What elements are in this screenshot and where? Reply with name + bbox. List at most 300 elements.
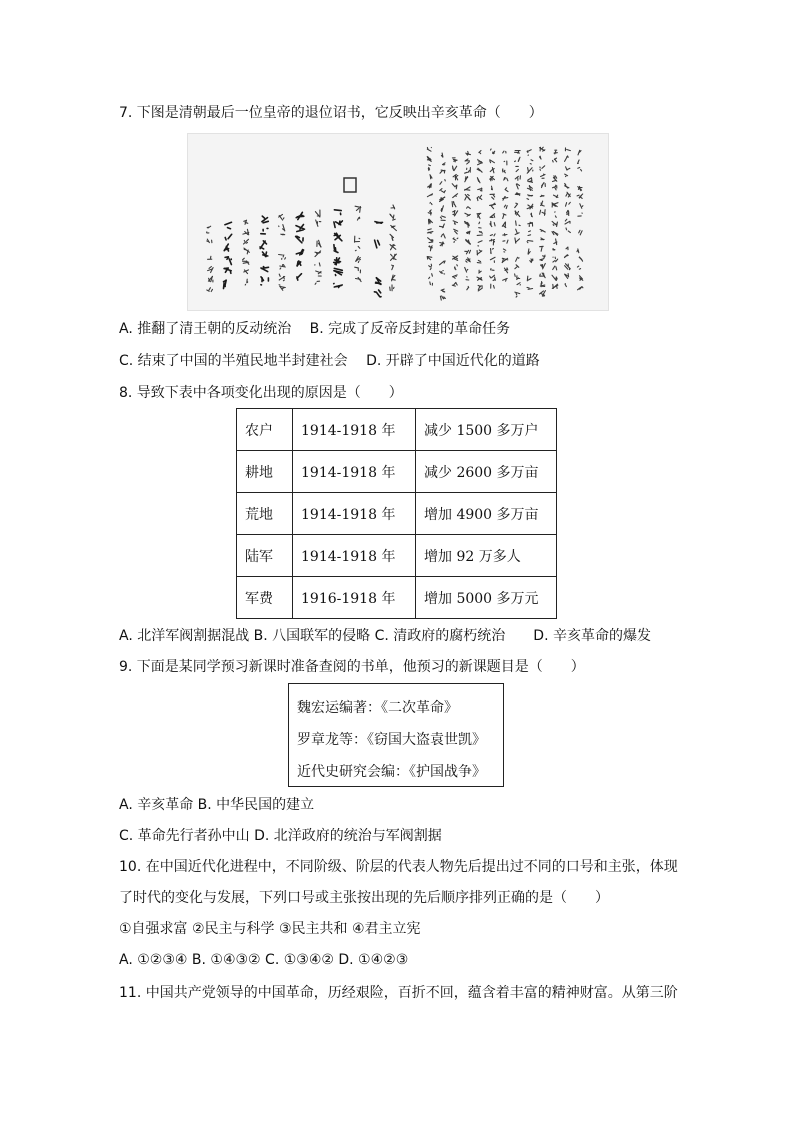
calligraphy-glyph <box>440 242 444 246</box>
calligraphy-glyph <box>225 257 231 265</box>
calligraphy-glyph <box>356 277 362 281</box>
table-cell: 减少 2600 多万亩 <box>416 451 557 493</box>
calligraphy-glyph <box>357 217 359 220</box>
calligraphy-glyph <box>554 195 558 197</box>
calligraphy-glyph <box>566 202 571 206</box>
calligraphy-glyph <box>565 274 569 279</box>
calligraphy-glyph <box>490 176 495 181</box>
calligraphy-glyph <box>490 239 495 245</box>
calligraphy-glyph <box>553 266 557 270</box>
calligraphy-glyph <box>567 210 570 215</box>
calligraphy-glyph <box>503 169 506 173</box>
q8-options: A. 北洋军阀割据混战 B. 八国联军的侵略 C. 清政府的腐朽统治 D. 辛亥革命的爆发 <box>119 628 651 644</box>
calligraphy-glyph <box>540 291 546 297</box>
calligraphy-glyph <box>208 256 212 259</box>
calligraphy-glyph <box>208 267 214 273</box>
calligraphy-glyph <box>540 147 545 151</box>
calligraphy-glyph <box>296 212 304 219</box>
calligraphy-glyph <box>428 210 431 215</box>
calligraphy-glyph <box>531 213 533 217</box>
calligraphy-glyph <box>467 207 471 209</box>
calligraphy-glyph <box>515 211 520 216</box>
calligraphy-glyph <box>390 214 395 220</box>
calligraphy-glyph <box>540 195 544 196</box>
calligraphy-glyph <box>355 247 359 251</box>
calligraphy-glyph <box>554 239 557 245</box>
calligraphy-glyph <box>492 186 493 190</box>
q7-options-line1: A. 推翻了清王朝的反动统治 B. 完成了反帝反封建的革命任务 <box>119 321 511 337</box>
calligraphy-glyph <box>577 249 579 253</box>
q7-options-line2: C. 结束了中国的半殖民地半封建社会 D. 开辟了中国近代化的道路 <box>119 353 540 369</box>
table-cell: 减少 1500 多万户 <box>416 409 557 451</box>
calligraphy-glyph <box>527 241 533 243</box>
calligraphy-glyph <box>552 221 557 226</box>
calligraphy-glyph <box>478 159 483 164</box>
calligraphy-glyph <box>565 284 566 287</box>
calligraphy-glyph <box>553 249 555 250</box>
calligraphy-glyph <box>440 180 445 185</box>
calligraphy-glyph <box>279 255 286 260</box>
calligraphy-glyph <box>315 251 321 257</box>
calligraphy-glyph <box>477 260 481 263</box>
calligraphy-glyph <box>517 283 520 285</box>
calligraphy-glyph <box>390 234 394 240</box>
table-cell: 1916-1918 年 <box>293 577 416 619</box>
calligraphy-glyph <box>454 229 458 234</box>
calligraphy-glyph <box>224 268 231 273</box>
calligraphy-glyph <box>391 254 397 260</box>
book-item: 魏宏运编著：《二次革命》 <box>297 700 458 716</box>
calligraphy-glyph <box>467 286 469 289</box>
calligraphy-glyph <box>503 197 508 201</box>
table-cell: 耕地 <box>237 451 293 493</box>
calligraphy-glyph <box>515 229 519 234</box>
calligraphy-glyph <box>453 238 458 243</box>
calligraphy-glyph <box>297 261 301 266</box>
calligraphy-glyph <box>580 276 583 281</box>
calligraphy-glyph <box>244 239 249 244</box>
calligraphy-glyph <box>427 194 432 197</box>
calligraphy-glyph <box>440 189 446 193</box>
calligraphy-glyph <box>262 216 268 223</box>
calligraphy-glyph <box>392 275 396 281</box>
calligraphy-glyph <box>334 233 342 241</box>
calligraphy-glyph <box>490 194 495 199</box>
calligraphy-glyph <box>565 148 570 151</box>
calligraphy-glyph <box>540 210 546 216</box>
calligraphy-glyph <box>440 170 445 173</box>
calligraphy-glyph <box>566 228 570 233</box>
calligraphy-glyph <box>477 231 482 235</box>
calligraphy-glyph <box>578 160 580 164</box>
calligraphy-glyph <box>515 157 520 161</box>
calligraphy-glyph <box>465 177 468 182</box>
calligraphy-glyph <box>467 231 471 234</box>
table-row <box>237 451 557 493</box>
calligraphy-glyph <box>465 159 469 164</box>
table-row <box>237 535 557 577</box>
calligraphy-glyph <box>452 202 456 207</box>
calligraphy-glyph <box>515 274 520 280</box>
calligraphy-glyph <box>502 222 505 227</box>
calligraphy-glyph <box>491 269 494 271</box>
calligraphy-glyph <box>296 225 305 232</box>
calligraphy-glyph <box>244 270 249 274</box>
calligraphy-glyph <box>427 229 433 233</box>
calligraphy-glyph <box>279 285 285 291</box>
calligraphy-glyph <box>542 183 546 188</box>
calligraphy-glyph <box>453 275 458 278</box>
calligraphy-glyph <box>528 222 533 226</box>
table-cell: 增加 92 万多人 <box>416 535 557 577</box>
calligraphy-glyph <box>515 265 519 269</box>
calligraphy-glyph <box>540 246 544 251</box>
calligraphy-glyph <box>565 264 571 270</box>
table-cell: 1914-1918 年 <box>293 493 416 535</box>
edict-calligraphy <box>188 134 608 310</box>
calligraphy-glyph <box>465 194 471 200</box>
calligraphy-glyph <box>540 273 546 278</box>
calligraphy-glyph <box>429 274 433 279</box>
q9-stem: 9. 下面是某同学预习新课时准备查阅的书单，他预习的新课题目是（ ） <box>119 659 585 675</box>
q9-options-line1: A. 辛亥革命 B. 中华民国的建立 <box>119 797 315 813</box>
table-cell: 陆军 <box>237 535 293 577</box>
q11-stem-line1: 11. 中国共产党领导的中国革命，历经艰险，百折不回，蕴含着丰富的精神财富。从第三阶 <box>119 985 678 1001</box>
calligraphy-glyph <box>565 184 569 189</box>
calligraphy-glyph <box>566 192 570 197</box>
calligraphy-glyph <box>334 245 338 253</box>
calligraphy-glyph <box>261 277 269 285</box>
calligraphy-glyph <box>244 220 248 224</box>
calligraphy-glyph <box>527 204 533 209</box>
calligraphy-glyph <box>296 236 304 243</box>
calligraphy-glyph <box>466 258 471 262</box>
table-cell: 军费 <box>237 577 293 619</box>
calligraphy-glyph <box>515 151 521 154</box>
table-row <box>237 493 557 535</box>
calligraphy-glyph <box>566 167 570 170</box>
calligraphy-glyph <box>429 219 433 224</box>
table-row <box>237 577 557 619</box>
calligraphy-glyph <box>440 296 445 300</box>
calligraphy-glyph <box>490 168 494 173</box>
calligraphy-glyph <box>465 213 470 216</box>
calligraphy-glyph <box>490 275 496 280</box>
calligraphy-glyph <box>491 284 495 288</box>
calligraphy-glyph <box>391 225 397 230</box>
calligraphy-glyph <box>465 268 468 273</box>
calligraphy-glyph <box>478 241 482 246</box>
calligraphy-glyph <box>453 194 458 198</box>
book-item: 罗章龙等：《窃国大盗袁世凯》 <box>297 732 486 748</box>
calligraphy-glyph <box>261 228 268 234</box>
calligraphy-glyph <box>491 149 495 154</box>
calligraphy-glyph <box>207 239 212 243</box>
calligraphy-glyph <box>334 210 341 215</box>
calligraphy-glyph <box>224 244 228 251</box>
calligraphy-glyph <box>527 150 531 156</box>
calligraphy-glyph <box>453 166 457 171</box>
calligraphy-glyph <box>317 240 321 247</box>
calligraphy-glyph <box>356 257 361 263</box>
calligraphy-glyph <box>208 276 213 282</box>
calligraphy-glyph <box>578 287 583 290</box>
calligraphy-glyph <box>466 239 471 244</box>
calligraphy-glyph <box>503 234 507 236</box>
calligraphy-glyph <box>530 160 533 164</box>
calligraphy-glyph <box>261 267 269 272</box>
calligraphy-glyph <box>478 285 482 291</box>
calligraphy-glyph <box>465 168 471 174</box>
calligraphy-glyph <box>540 255 545 260</box>
calligraphy-glyph <box>375 222 383 224</box>
calligraphy-glyph <box>452 282 457 286</box>
calligraphy-glyph <box>503 249 505 252</box>
calligraphy-glyph <box>334 268 343 275</box>
calligraphy-glyph <box>260 241 267 249</box>
calligraphy-glyph <box>334 258 341 265</box>
calligraphy-glyph <box>296 250 303 255</box>
calligraphy-glyph <box>490 221 495 226</box>
calligraphy-glyph <box>355 267 361 273</box>
calligraphy-glyph <box>516 221 521 226</box>
calligraphy-glyph <box>566 247 568 250</box>
calligraphy-glyph <box>315 263 320 266</box>
calligraphy-glyph <box>540 156 542 159</box>
calligraphy-glyph <box>530 259 533 263</box>
table-cell: 荒地 <box>237 493 293 535</box>
calligraphy-glyph <box>279 214 284 220</box>
calligraphy-glyph <box>555 212 556 218</box>
calligraphy-glyph <box>427 157 431 162</box>
calligraphy-glyph <box>390 244 396 249</box>
calligraphy-glyph <box>504 178 508 181</box>
calligraphy-glyph <box>577 194 583 198</box>
calligraphy-glyph <box>465 187 471 190</box>
q10-options: A. ①②③④ B. ①④③② C. ①③④② D. ①④②③ <box>119 952 409 968</box>
calligraphy-glyph <box>490 214 495 218</box>
calligraphy-glyph <box>477 250 482 255</box>
calligraphy-glyph <box>540 166 545 171</box>
calligraphy-glyph <box>578 213 582 216</box>
calligraphy-glyph <box>316 271 322 276</box>
calligraphy-glyph <box>541 264 546 269</box>
calligraphy-glyph <box>281 234 285 235</box>
calligraphy-glyph <box>540 229 545 232</box>
calligraphy-glyph <box>516 257 519 261</box>
q7-stem: 7. 下图是清朝最后一位皇帝的退位诏书，它反映出辛亥革命（ ） <box>119 105 543 121</box>
calligraphy-glyph <box>553 158 557 162</box>
calligraphy-glyph <box>440 197 445 202</box>
calligraphy-glyph <box>428 165 430 171</box>
calligraphy-glyph <box>503 151 506 153</box>
calligraphy-glyph <box>490 257 495 262</box>
calligraphy-glyph <box>579 257 582 261</box>
calligraphy-glyph <box>466 277 469 280</box>
calligraphy-glyph <box>315 281 320 284</box>
calligraphy-glyph <box>553 257 558 262</box>
calligraphy-glyph <box>505 188 508 192</box>
calligraphy-glyph <box>490 160 495 163</box>
abdication-edict-image <box>187 133 609 311</box>
calligraphy-glyph <box>355 206 361 212</box>
calligraphy-glyph <box>491 249 494 254</box>
calligraphy-glyph <box>578 168 582 171</box>
calligraphy-glyph <box>390 285 394 291</box>
calligraphy-glyph <box>552 275 557 280</box>
calligraphy-glyph <box>375 240 380 248</box>
calligraphy-glyph <box>515 238 520 243</box>
calligraphy-glyph <box>207 288 213 292</box>
calligraphy-glyph <box>453 211 458 216</box>
calligraphy-glyph <box>577 266 580 269</box>
calligraphy-glyph <box>578 150 581 155</box>
calligraphy-glyph <box>428 238 433 243</box>
calligraphy-glyph <box>207 226 211 233</box>
calligraphy-glyph <box>279 274 285 281</box>
q9-options-line2: C. 革命先行者孙中山 D. 北洋政府的统治与军阀割据 <box>119 828 442 844</box>
calligraphy-glyph <box>452 158 457 162</box>
calligraphy-glyph <box>280 265 286 270</box>
calligraphy-glyph <box>374 290 381 297</box>
q10-stem-line2: 了时代的变化与发展，下列口号或主张按出现的先后顺序排列正确的是（ ） <box>119 890 609 906</box>
calligraphy-glyph <box>490 234 495 236</box>
calligraphy-glyph <box>427 148 431 152</box>
calligraphy-glyph <box>490 203 496 209</box>
calligraphy-glyph <box>440 271 445 275</box>
calligraphy-glyph <box>553 185 557 190</box>
calligraphy-glyph <box>527 168 533 174</box>
calligraphy-glyph <box>427 257 432 260</box>
calligraphy-glyph <box>334 221 343 228</box>
calligraphy-glyph <box>515 176 520 181</box>
calligraphy-glyph <box>376 278 381 285</box>
calligraphy-glyph <box>527 287 533 289</box>
calligraphy-glyph <box>316 220 321 226</box>
calligraphy-glyph <box>579 230 582 235</box>
calligraphy-glyph <box>515 292 520 297</box>
calligraphy-glyph <box>477 168 482 172</box>
calligraphy-glyph <box>554 150 557 154</box>
calligraphy-glyph <box>528 231 531 236</box>
q8-data-table <box>236 408 557 619</box>
calligraphy-glyph <box>430 175 432 179</box>
calligraphy-glyph <box>440 224 445 228</box>
calligraphy-glyph <box>527 276 531 281</box>
calligraphy-glyph <box>565 255 569 258</box>
calligraphy-glyph <box>429 246 432 251</box>
calligraphy-glyph <box>441 234 445 238</box>
calligraphy-glyph <box>515 193 520 196</box>
calligraphy-glyph <box>479 151 481 154</box>
calligraphy-glyph <box>334 284 343 288</box>
calligraphy-glyph <box>392 265 394 270</box>
calligraphy-glyph <box>479 270 481 273</box>
calligraphy-glyph <box>315 210 320 217</box>
calligraphy-glyph <box>441 153 443 157</box>
calligraphy-glyph <box>552 203 558 207</box>
calligraphy-glyph <box>429 264 432 269</box>
calligraphy-glyph <box>503 214 506 219</box>
calligraphy-glyph <box>263 252 268 257</box>
q9-book-list <box>288 683 504 787</box>
calligraphy-glyph <box>541 201 545 206</box>
calligraphy-glyph <box>428 184 432 188</box>
q10-stem-line1: 10. 在中国近代化进程中，不同阶级、阶层的代表人物先后提出过不同的口号和主张，体现 <box>119 859 678 875</box>
calligraphy-glyph <box>503 278 508 281</box>
calligraphy-glyph <box>580 204 583 209</box>
calligraphy-glyph <box>565 219 570 224</box>
calligraphy-glyph <box>443 163 446 165</box>
calligraphy-glyph <box>224 280 227 289</box>
calligraphy-glyph <box>279 225 285 231</box>
table-cell: 1914-1918 年 <box>293 451 416 493</box>
calligraphy-glyph <box>430 202 432 204</box>
calligraphy-glyph <box>504 268 507 273</box>
calligraphy-glyph <box>541 238 544 240</box>
calligraphy-glyph <box>479 222 481 228</box>
table-cell: 增加 4900 多万亩 <box>416 493 557 535</box>
calligraphy-glyph <box>527 195 533 200</box>
q10-items: ①自强求富 ②民主与科学 ③民主共和 ④君主立宪 <box>119 921 421 937</box>
calligraphy-glyph <box>502 258 508 262</box>
calligraphy-glyph <box>477 195 482 200</box>
calligraphy-glyph <box>565 156 569 162</box>
calligraphy-glyph <box>465 250 471 254</box>
calligraphy-glyph <box>504 205 507 209</box>
calligraphy-glyph <box>453 221 457 224</box>
calligraphy-glyph <box>477 277 482 280</box>
calligraphy-glyph <box>504 161 507 165</box>
calligraphy-glyph <box>225 222 232 228</box>
table-cell: 1914-1918 年 <box>293 535 416 577</box>
table-cell: 增加 5000 多万元 <box>416 577 557 619</box>
calligraphy-glyph <box>440 261 446 265</box>
calligraphy-glyph <box>528 178 533 183</box>
calligraphy-glyph <box>244 248 250 254</box>
calligraphy-glyph <box>452 184 457 189</box>
calligraphy-glyph <box>355 236 360 242</box>
calligraphy-glyph <box>225 234 232 240</box>
calligraphy-glyph <box>478 188 482 191</box>
calligraphy-glyph <box>391 205 395 209</box>
table-row <box>237 409 557 451</box>
calligraphy-glyph <box>540 282 545 287</box>
calligraphy-glyph <box>466 151 471 155</box>
calligraphy-glyph <box>441 289 445 292</box>
q8-stem: 8. 导致下表中各项变化出现的原因是（ ） <box>119 385 403 401</box>
calligraphy-glyph <box>515 203 518 207</box>
calligraphy-glyph <box>455 265 458 270</box>
calligraphy-glyph <box>453 256 458 261</box>
calligraphy-glyph <box>465 221 470 227</box>
calligraphy-glyph <box>552 284 558 288</box>
calligraphy-glyph <box>477 213 481 218</box>
calligraphy-glyph <box>516 184 519 189</box>
calligraphy-glyph <box>565 174 568 177</box>
calligraphy-glyph <box>245 279 247 285</box>
calligraphy-glyph <box>553 176 557 182</box>
book-item: 近代史研究会编：《护国战争》 <box>297 764 486 780</box>
seal-stamp <box>344 178 356 192</box>
calligraphy-glyph <box>516 166 519 171</box>
table-cell: 1914-1918 年 <box>293 409 416 451</box>
calligraphy-glyph <box>440 216 445 220</box>
calligraphy-glyph <box>527 186 532 191</box>
calligraphy-glyph <box>441 206 443 212</box>
calligraphy-glyph <box>552 232 558 236</box>
calligraphy-glyph <box>297 274 302 280</box>
